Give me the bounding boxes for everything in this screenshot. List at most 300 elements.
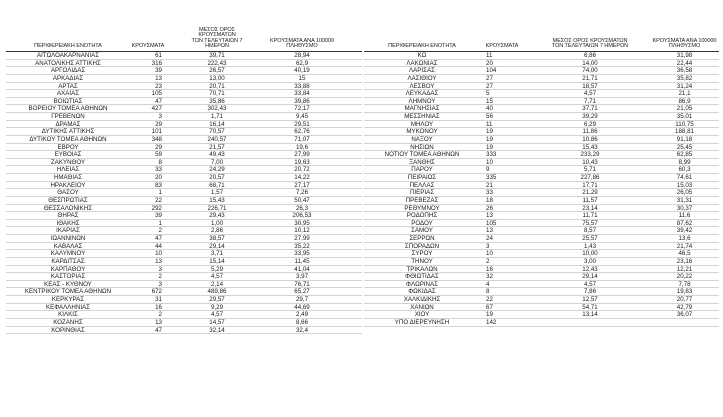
region-cell: ΡΟΔΟΥ <box>411 219 433 227</box>
cases-cell: 1 <box>158 189 162 196</box>
table-row <box>6 288 362 296</box>
table-row <box>364 90 719 98</box>
cases-cell: 47 <box>155 97 162 105</box>
header-per100k: ΚΡΟΥΣΜΑΤΑ ΑΝΑ 100000 ΠΛΗΘΥΣΜΟ <box>652 37 717 50</box>
header-cases: ΚΡΟΥΣΜΑΤΑ <box>485 43 519 50</box>
avg7-cell: 15,43 <box>582 143 598 151</box>
region-cell: ΘΗΡΑΣ <box>57 212 79 219</box>
region-cell: ΚΩ <box>417 52 427 59</box>
region-cell: ΣΕΡΡΩΝ <box>409 235 435 242</box>
per100k-cell: 7,78 <box>678 280 691 288</box>
per100k-cell: 15,03 <box>676 181 693 189</box>
table-row <box>6 281 362 289</box>
per100k-cell: 206,53 <box>292 212 312 219</box>
avg7-cell: 68,71 <box>209 181 225 189</box>
region-cell: ΔΥΤΙΚΟΥ ΤΟΜΕΑ ΑΘΗΝΩΝ <box>29 135 107 143</box>
header-cases: ΚΡΟΥΣΜΑΤΑ <box>131 43 165 50</box>
table-row <box>364 220 719 228</box>
table-row <box>6 273 362 281</box>
avg7-cell: 1,57 <box>210 189 224 196</box>
table-row <box>364 266 719 274</box>
avg7-cell: 222,43 <box>207 59 227 67</box>
cases-cell: 13 <box>486 227 493 234</box>
right-regions-table <box>364 36 719 327</box>
table-row <box>6 319 362 327</box>
cases-cell: 27 <box>486 74 493 82</box>
region-cell: ΙΚΑΡΙΑΣ <box>56 227 80 234</box>
table-row <box>6 227 362 235</box>
avg7-cell: 39,71 <box>209 52 225 59</box>
cases-cell: 2 <box>158 273 162 280</box>
avg7-cell: 12,43 <box>582 265 598 273</box>
region-cell: ΚΑΡΠΑΘΟΥ <box>50 265 86 273</box>
per100k-cell: 35,82 <box>676 74 693 82</box>
table-row <box>364 75 719 83</box>
table-row <box>364 258 719 266</box>
cases-cell: 29 <box>155 143 162 151</box>
cases-cell: 333 <box>486 151 497 158</box>
region-cell: ΦΘΙΩΤΙΔΑΣ <box>405 273 439 280</box>
avg7-cell: 7,86 <box>583 288 597 295</box>
avg7-cell: 32,14 <box>209 326 225 334</box>
per100k-cell: 2,49 <box>295 311 309 318</box>
avg7-cell: 39,29 <box>582 113 598 120</box>
per100k-cell: 19,63 <box>294 158 310 166</box>
region-cell: ΠΡΕΒΕΖΑΣ <box>405 196 439 204</box>
avg7-cell: 4,57 <box>583 280 597 288</box>
avg7-cell: 7,00 <box>210 158 224 166</box>
per100k-cell: 30,95 <box>294 219 310 227</box>
cases-cell: 19 <box>486 143 493 151</box>
table-row <box>6 250 362 258</box>
region-cell: ΧΑΛΚΙΔΙΚΗΣ <box>403 296 441 303</box>
per100k-cell: 50,47 <box>294 196 310 204</box>
avg7-cell: 13,00 <box>209 74 225 82</box>
per100k-cell: 31,31 <box>676 196 693 204</box>
cases-cell: 11 <box>486 52 493 59</box>
per100k-cell: 20,22 <box>676 273 693 280</box>
per100k-cell: 22,44 <box>676 59 693 67</box>
avg7-cell: 21,29 <box>582 189 598 196</box>
avg7-cell: 15,43 <box>209 196 225 204</box>
cases-cell: 16 <box>486 265 493 273</box>
per100k-cell: 35,22 <box>294 242 310 250</box>
region-cell: ΛΕΣΒΟΥ <box>409 82 435 90</box>
table-row <box>364 83 719 91</box>
region-cell: ΚΑΡΔΙΤΣΑΣ <box>51 257 85 265</box>
table-row <box>364 250 719 258</box>
region-cell: ΑΡΓΟΛΙΔΑΣ <box>50 67 86 74</box>
region-cell: ΣΠΟΡΑΔΩΝ <box>404 242 440 250</box>
cases-cell: 3 <box>158 280 162 288</box>
per100k-cell: 91,18 <box>676 135 693 143</box>
cases-cell: 427 <box>151 105 162 112</box>
per100k-cell: 19,83 <box>676 288 693 295</box>
per100k-cell: 25,45 <box>676 143 693 151</box>
left-regions-table <box>6 26 362 334</box>
cases-cell: 20 <box>486 59 493 67</box>
region-cell: ΣΑΜΟΥ <box>411 227 433 234</box>
table-row <box>364 304 719 312</box>
table-row <box>364 311 719 319</box>
avg7-cell: 11,57 <box>582 196 598 204</box>
per100k-cell: 33,84 <box>294 90 310 97</box>
table-row <box>364 136 719 144</box>
region-cell: ΠΑΡΟΥ <box>411 166 433 173</box>
region-cell: ΤΗΝΟΥ <box>411 257 433 265</box>
region-cell: ΚΟΖΑΝΗΣ <box>53 318 83 326</box>
region-cell: ΛΕΥΚΑΔΑΣ <box>405 90 439 97</box>
table-row <box>6 113 362 121</box>
region-cell: ΚΕΑΣ - ΚΥΘΝΟΥ <box>44 280 92 288</box>
per100k-cell: 20,77 <box>676 296 693 303</box>
table-row <box>6 60 362 68</box>
cases-cell: 26 <box>486 204 493 212</box>
region-cell: ΑΡΚΑΔΙΑΣ <box>52 74 84 82</box>
table-row <box>364 60 719 68</box>
region-cell: ΗΜΑΘΙΑΣ <box>53 174 83 181</box>
table-row <box>6 136 362 144</box>
table-row <box>364 113 719 121</box>
table-row <box>6 166 362 174</box>
region-cell: ΧΑΝΙΩΝ <box>410 303 434 311</box>
cases-cell: 67 <box>486 303 493 311</box>
avg7-cell: 2,86 <box>210 227 224 234</box>
table-row <box>6 189 362 197</box>
per100k-cell: 11,6 <box>678 212 691 219</box>
avg7-cell: 3,71 <box>210 250 224 257</box>
region-cell: ΘΕΣΠΡΩΤΙΑΣ <box>48 196 88 204</box>
avg7-cell: 20,57 <box>209 174 225 181</box>
header-region: ΠΕΡΙΦΕΡΕΙΑΚΗ ΕΝΟΤΗΤΑ <box>388 43 456 50</box>
avg7-cell: 489,86 <box>207 288 227 295</box>
per100k-cell: 32,4 <box>295 326 309 334</box>
per100k-cell: 44,69 <box>294 303 310 311</box>
per100k-cell: 65,27 <box>294 288 310 295</box>
region-cell: ΤΡΙΚΑΛΩΝ <box>406 265 438 273</box>
cases-cell: 15 <box>486 97 493 105</box>
table-row <box>6 296 362 304</box>
table-row <box>6 83 362 91</box>
per100k-cell: 33,95 <box>294 250 310 257</box>
header-avg7: ΜΕΣΟΣ ΟΡΟΣ ΚΡΟΥΣΜΑΤΩΝ ΤΩΝ ΤΕΛΕΥΤΑΙΩΝ 7 ΗΜΕΡΩΝ <box>551 37 629 50</box>
region-cell: ΛΑΡΙΣΑΣ <box>409 67 435 74</box>
per100k-cell: 33,88 <box>294 82 310 90</box>
table-row <box>364 273 719 281</box>
region-cell: ΦΛΩΡΙΝΑΣ <box>406 280 438 288</box>
table-row <box>6 144 362 152</box>
cases-cell: 40 <box>486 105 493 112</box>
avg7-cell: 227,86 <box>580 174 600 181</box>
cases-cell: 2 <box>486 257 490 265</box>
cases-cell: 2 <box>158 227 162 234</box>
table-row <box>6 205 362 213</box>
avg7-cell: 14,00 <box>582 59 598 67</box>
avg7-cell: 18,57 <box>582 82 598 90</box>
table-row <box>364 319 719 327</box>
cases-cell: 24 <box>486 235 493 242</box>
per100k-cell: 21,74 <box>676 242 693 250</box>
region-cell: ΚΕΝΤΡΙΚΟΥ ΤΟΜΕΑ ΑΘΗΝΩΝ <box>24 288 112 295</box>
avg7-cell: 6,86 <box>583 52 597 59</box>
region-cell: ΓΡΕΒΕΝΩΝ <box>51 113 85 120</box>
cases-cell: 1 <box>158 219 162 227</box>
per100k-cell: 11,45 <box>294 257 310 265</box>
avg7-cell: 24,29 <box>209 166 225 173</box>
cases-cell: 18 <box>486 196 493 204</box>
table-row <box>6 243 362 251</box>
avg7-cell: 10,43 <box>582 158 598 166</box>
header-avg7: ΜΕΣΟΣ ΟΡΟΣ ΚΡΟΥΣΜΑΤΩΝ ΤΩΝ ΤΕΛΕΥΤΑΙΩΝ 7 ΗΜΕΡΩΝ <box>191 26 243 50</box>
region-cell: ΜΑΓΝΗΣΙΑΣ <box>404 105 440 112</box>
cases-cell: 316 <box>151 59 162 67</box>
region-cell: ΥΠΟ ΔΙΕΡΕΥΝΗΣΗ <box>394 318 450 326</box>
cases-cell: 672 <box>151 288 162 295</box>
region-cell: ΚΕΡΚΥΡΑΣ <box>51 296 85 303</box>
avg7-cell: 17,71 <box>582 181 598 189</box>
avg7-cell: 37,71 <box>582 105 598 112</box>
per100k-cell: 39,42 <box>676 227 693 234</box>
cases-cell: 16 <box>155 303 162 311</box>
table-row <box>364 281 719 289</box>
cases-cell: 61 <box>155 52 162 59</box>
table-row <box>6 266 362 274</box>
cases-cell: 2 <box>158 311 162 318</box>
avg7-cell: 3,00 <box>583 257 597 265</box>
avg7-cell: 10,00 <box>582 250 598 257</box>
cases-cell: 19 <box>486 311 493 318</box>
cases-cell: 39 <box>155 67 162 74</box>
per100k-cell: 13,6 <box>678 235 691 242</box>
region-cell: ΒΟΡΕΙΟΥ ΤΟΜΕΑ ΑΘΗΝΩΝ <box>28 105 108 112</box>
avg7-cell: 29,14 <box>209 242 225 250</box>
per100k-cell: 30,37 <box>676 204 693 212</box>
avg7-cell: 21,71 <box>582 74 598 82</box>
cases-cell: 292 <box>151 204 162 212</box>
cases-cell: 105 <box>151 90 162 97</box>
avg7-cell: 1,71 <box>210 113 224 120</box>
table-row <box>6 151 362 159</box>
cases-cell: 101 <box>151 128 162 135</box>
region-cell: ΛΑΚΩΝΙΑΣ <box>406 59 438 67</box>
region-cell: ΝΗΣΙΩΝ <box>410 143 434 151</box>
per100k-cell: 41,04 <box>294 265 310 273</box>
table-row <box>6 258 362 266</box>
avg7-cell: 70,57 <box>209 128 225 135</box>
cases-cell: 22 <box>486 296 493 303</box>
cases-cell: 13 <box>155 257 162 265</box>
region-cell: ΘΑΣΟΥ <box>57 189 79 196</box>
per100k-cell: 8,66 <box>295 318 309 326</box>
region-cell: ΗΛΕΙΑΣ <box>56 166 80 173</box>
region-cell: ΛΗΜΝΟΥ <box>408 97 436 105</box>
avg7-cell: 14,57 <box>209 318 225 326</box>
cases-cell: 59 <box>155 151 162 158</box>
cases-cell: 11 <box>486 120 493 128</box>
region-cell: ΞΑΝΘΗΣ <box>409 158 435 166</box>
region-cell: ΛΑΣΙΘΙΟΥ <box>407 74 437 82</box>
cases-cell: 3 <box>158 113 162 120</box>
cases-cell: 19 <box>486 128 493 135</box>
avg7-cell: 75,57 <box>582 219 598 227</box>
table-row <box>364 182 719 190</box>
cases-cell: 44 <box>155 242 162 250</box>
per100k-cell: 27,17 <box>294 181 310 189</box>
avg7-cell: 26,57 <box>209 67 225 74</box>
avg7-cell: 4,57 <box>210 273 224 280</box>
per100k-cell: 29,51 <box>294 120 310 128</box>
per100k-cell: 86,9 <box>678 97 691 105</box>
avg7-cell: 35,86 <box>209 97 225 105</box>
per100k-cell: 15 <box>298 74 306 82</box>
per100k-cell: 42,79 <box>676 303 693 311</box>
cases-cell: 5 <box>486 90 490 97</box>
cases-cell: 47 <box>155 326 162 334</box>
table-header <box>364 36 719 52</box>
avg7-cell: 12,57 <box>582 296 598 303</box>
region-cell: ΚΑΒΑΛΑΣ <box>53 242 83 250</box>
region-cell: ΘΕΣΣΑΛΟΝΙΚΗΣ <box>43 204 93 212</box>
per100k-cell: 36,07 <box>676 311 693 318</box>
avg7-cell: 5,29 <box>210 265 224 273</box>
region-cell: ΒΟΙΩΤΙΑΣ <box>53 97 83 105</box>
cases-cell: 10 <box>486 250 493 257</box>
region-cell: ΚΑΣΤΟΡΙΑΣ <box>50 273 86 280</box>
per100k-cell: 27,99 <box>294 235 310 242</box>
region-cell: ΚΑΛΥΜΝΟΥ <box>50 250 86 257</box>
region-cell: ΠΕΛΛΑΣ <box>409 181 435 189</box>
table-row <box>364 67 719 75</box>
cases-cell: 8 <box>158 158 162 166</box>
avg7-cell: 29,14 <box>582 273 598 280</box>
avg7-cell: 20,71 <box>209 82 225 90</box>
table-row <box>6 182 362 190</box>
region-cell: ΔΡΑΜΑΣ <box>55 120 81 128</box>
per100k-cell: 39,86 <box>294 97 310 105</box>
avg7-cell: 9,29 <box>210 303 224 311</box>
cases-cell: 19 <box>486 135 493 143</box>
per100k-cell: 26,3 <box>295 204 309 212</box>
region-cell: ΡΟΔΟΠΗΣ <box>406 212 438 219</box>
avg7-cell: 7,71 <box>583 97 597 105</box>
region-cell: ΗΡΑΚΛΕΙΟΥ <box>50 181 86 189</box>
table-row <box>364 227 719 235</box>
table-header <box>6 26 362 52</box>
region-cell: ΕΥΒΟΙΑΣ <box>54 151 82 158</box>
cases-cell: 4 <box>486 280 490 288</box>
table-row <box>364 189 719 197</box>
cases-cell: 23 <box>155 82 162 90</box>
per100k-cell: 20,72 <box>294 166 310 173</box>
cases-cell: 335 <box>486 174 497 181</box>
cases-cell: 3 <box>486 242 490 250</box>
cases-cell: 10 <box>486 158 493 166</box>
table-row <box>6 75 362 83</box>
avg7-cell: 23,14 <box>582 204 598 212</box>
cases-cell: 56 <box>486 113 493 120</box>
table-row <box>6 235 362 243</box>
cases-cell: 13 <box>486 212 493 219</box>
region-cell: ΜΥΚΟΝΟΥ <box>406 128 438 135</box>
avg7-cell: 54,71 <box>582 303 598 311</box>
avg7-cell: 74,00 <box>582 67 598 74</box>
per100k-cell: 31,98 <box>676 52 693 59</box>
avg7-cell: 29,43 <box>209 212 225 219</box>
table-body <box>6 52 362 334</box>
table-body <box>364 52 719 327</box>
avg7-cell: 226,71 <box>207 204 227 212</box>
per100k-cell: 74,61 <box>676 174 693 181</box>
avg7-cell: 13,14 <box>582 311 598 318</box>
table-row <box>364 205 719 213</box>
table-row <box>364 243 719 251</box>
avg7-cell: 15,14 <box>209 257 225 265</box>
table-row <box>364 296 719 304</box>
table-row <box>364 235 719 243</box>
cases-cell: 32 <box>486 273 493 280</box>
table-row <box>6 105 362 113</box>
per100k-cell: 36,58 <box>676 67 693 74</box>
region-cell: ΑΙΤΩΛΟΑΚΑΡΝΑΝΙΑΣ <box>36 52 100 59</box>
per100k-cell: 71,07 <box>294 135 310 143</box>
table-row <box>6 121 362 129</box>
avg7-cell: 233,29 <box>580 151 600 158</box>
region-cell: ΚΕΦΑΛΛΗΝΙΑΣ <box>45 303 90 311</box>
avg7-cell: 11,86 <box>582 128 598 135</box>
avg7-cell: 70,71 <box>209 90 225 97</box>
per100k-cell: 46,5 <box>678 250 691 257</box>
cases-cell: 348 <box>151 135 162 143</box>
table-row <box>364 144 719 152</box>
per100k-cell: 21,1 <box>678 90 691 97</box>
avg7-cell: 21,57 <box>209 143 225 151</box>
region-cell: ΣΥΡΟΥ <box>411 250 433 257</box>
per100k-cell: 35,01 <box>676 113 693 120</box>
cases-cell: 13 <box>155 318 162 326</box>
per100k-cell: 27,99 <box>294 151 310 158</box>
region-cell: ΙΩΑΝΝΙΝΩΝ <box>50 235 86 242</box>
per100k-cell: 8,99 <box>678 158 691 166</box>
per100k-cell: 62,76 <box>294 128 310 135</box>
table-row <box>364 128 719 136</box>
cases-cell: 104 <box>486 67 497 74</box>
cases-cell: 10 <box>155 250 162 257</box>
cases-cell: 20 <box>155 174 162 181</box>
cases-cell: 29 <box>155 120 162 128</box>
per100k-cell: 28,94 <box>294 52 310 59</box>
region-cell: ΚΟΡΙΝΘΙΑΣ <box>51 326 85 334</box>
per100k-cell: 110,75 <box>675 120 694 128</box>
per100k-cell: 19,6 <box>295 143 309 151</box>
per100k-cell <box>630 319 719 326</box>
per100k-cell: 72,17 <box>294 105 310 112</box>
avg7-cell: 49,43 <box>209 151 225 158</box>
region-cell: ΜΗΛΟΥ <box>410 120 434 128</box>
cases-cell: 47 <box>155 235 162 242</box>
region-cell: ΖΑΚΥΝΘΟΥ <box>50 158 86 166</box>
table-row <box>364 212 719 220</box>
region-cell: ΙΘΑΚΗΣ <box>56 219 80 227</box>
cases-cell: 13 <box>155 74 162 82</box>
cases-cell: 9 <box>486 166 490 173</box>
cases-cell: 3 <box>158 265 162 273</box>
per100k-cell: 23,16 <box>676 257 693 265</box>
per100k-cell: 12,21 <box>676 265 693 273</box>
avg7-cell <box>524 319 630 326</box>
table-row <box>364 52 719 60</box>
header-region: ΠΕΡΙΦΕΡΕΙΑΚΗ ΕΝΟΤΗΤΑ <box>34 43 102 50</box>
avg7-cell: 302,43 <box>207 105 227 112</box>
